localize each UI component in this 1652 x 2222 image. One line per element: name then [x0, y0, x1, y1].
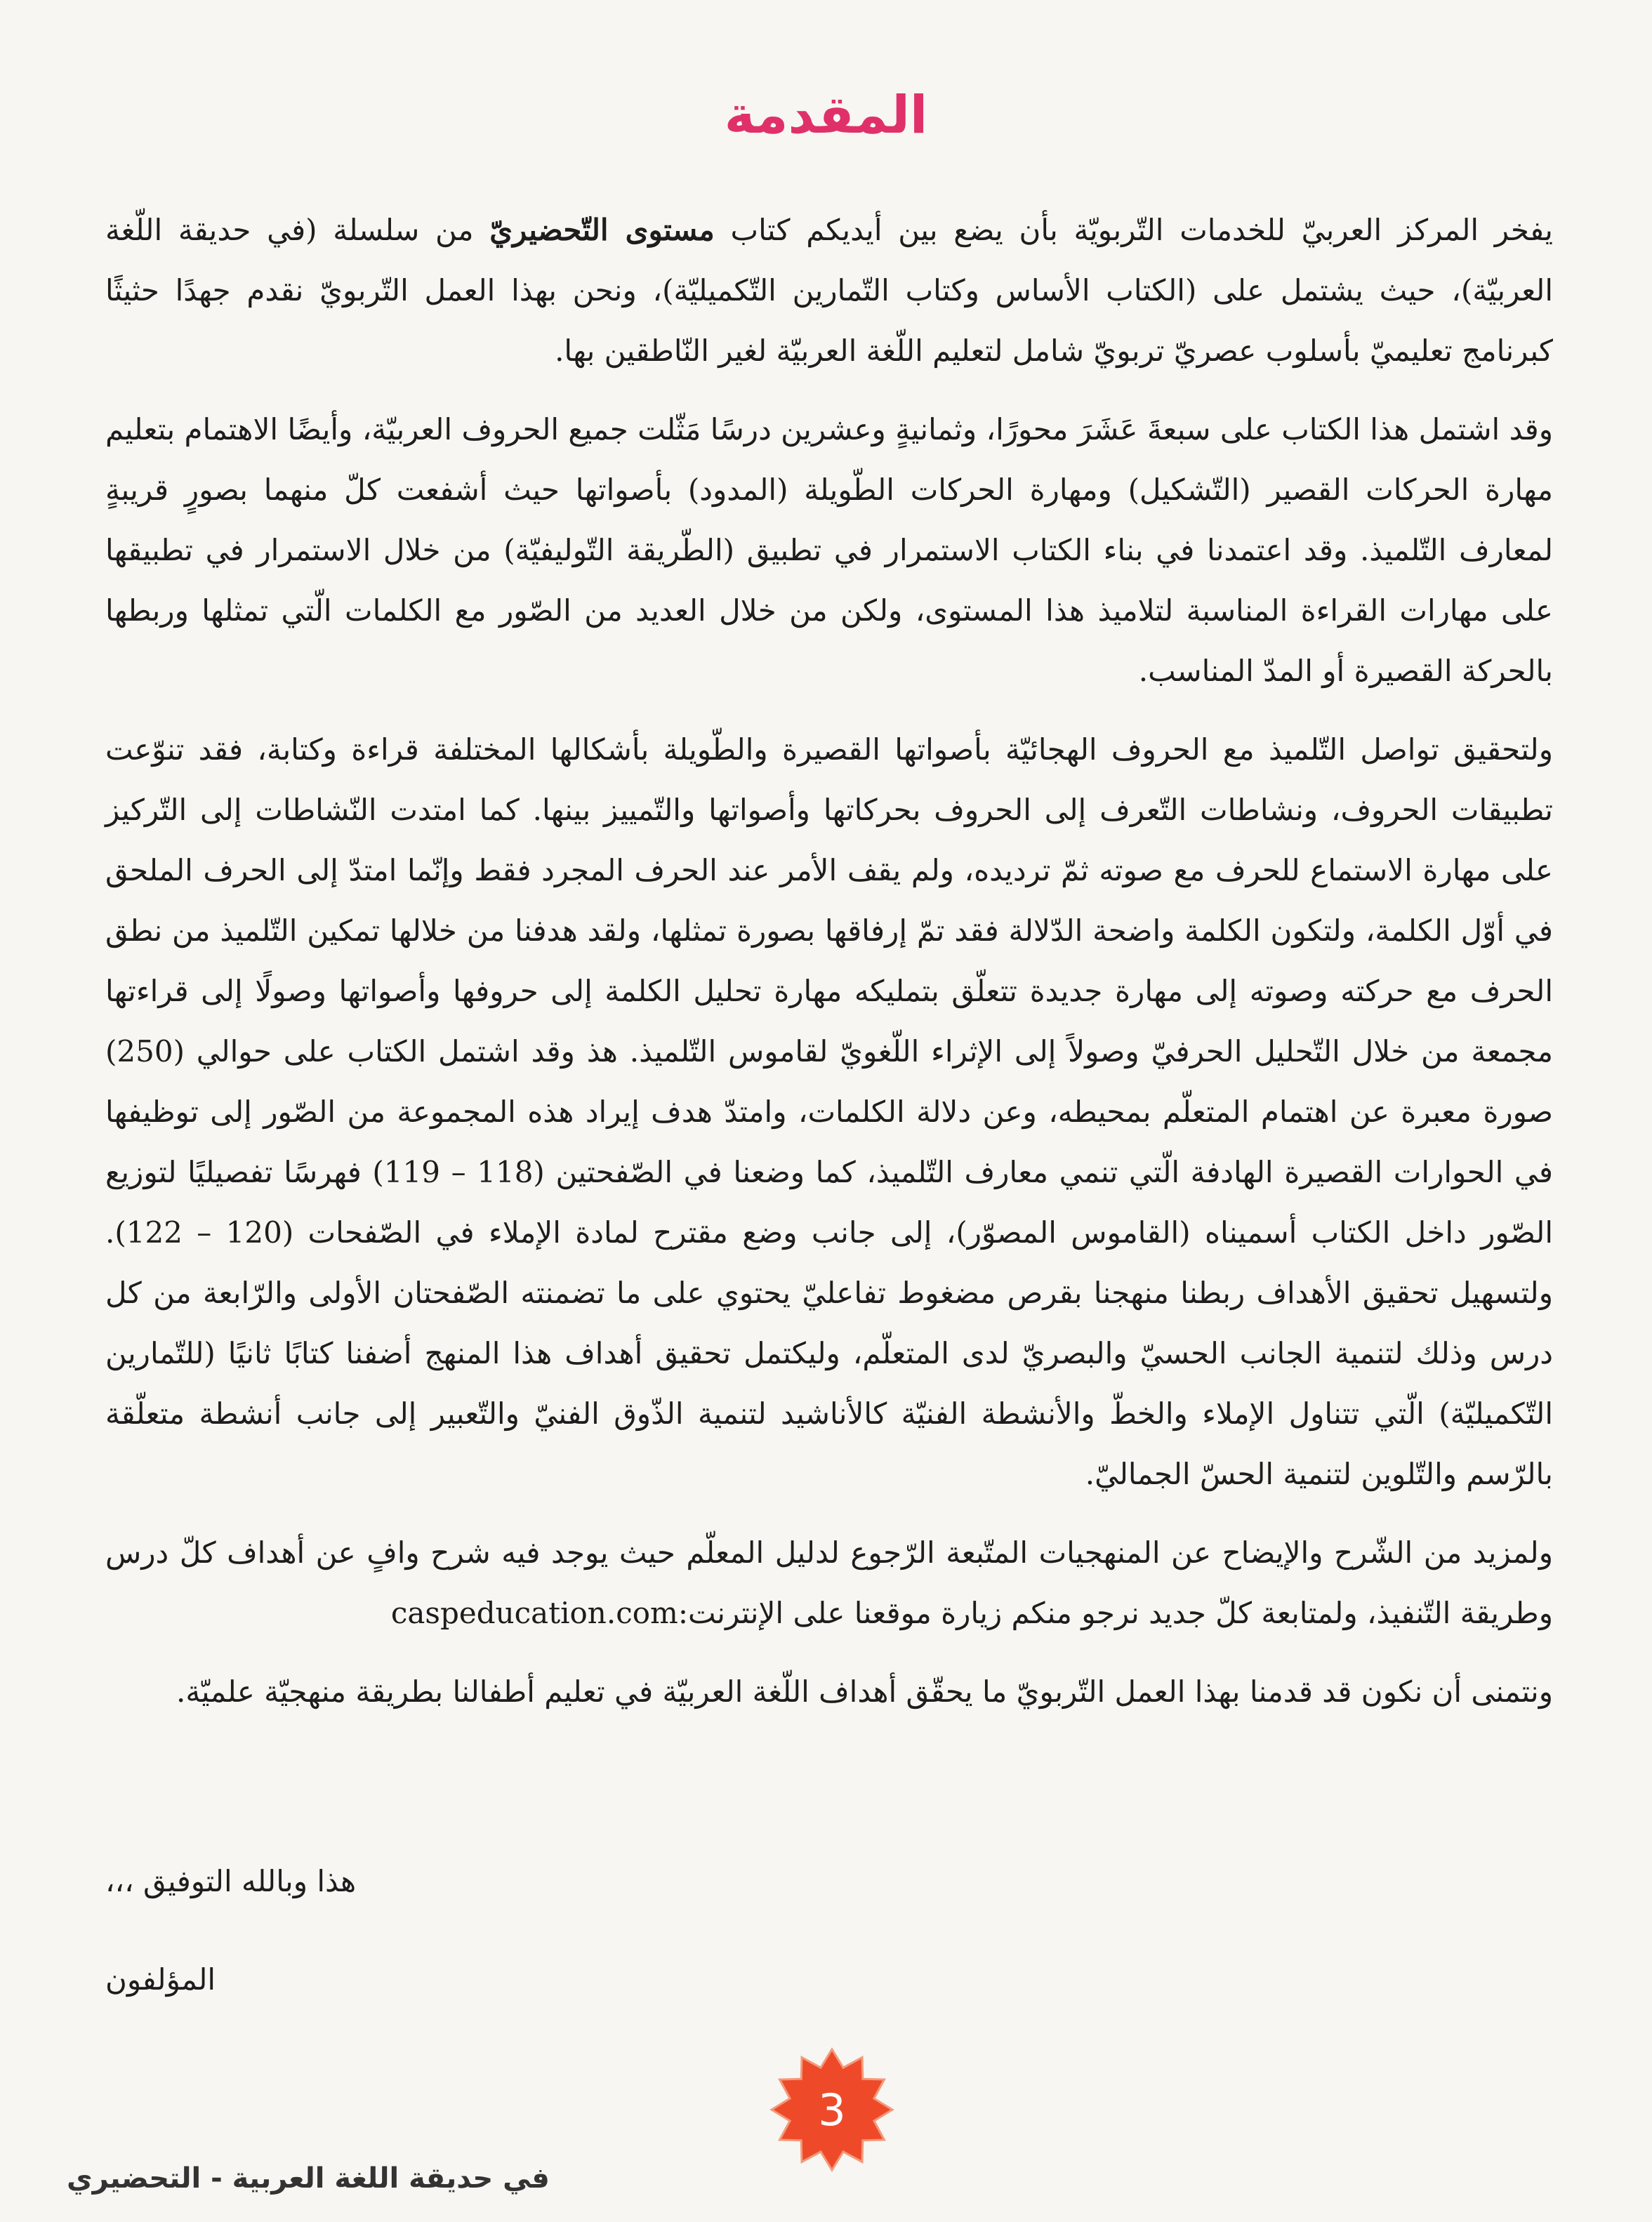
closing-line: هذا وبالله التوفيق ،،، [105, 1864, 357, 1898]
paragraph-5: ونتمنى أن نكون قد قدمنا بهذا العمل التّربويّ ما يحقّق أهداف اللّغة العربيّة في تعليم أطفالنا بطريقة منهجيّة علميّة. [176, 1674, 1553, 1709]
paragraph-1 [105, 200, 1553, 381]
page-number: 3 [818, 2084, 846, 2136]
introduction-body [105, 200, 1553, 1740]
level-name: مستوى التّحضيريّ [489, 213, 715, 247]
paragraph-2: وقد اشتمل هذا الكتاب على سبعةَ عَشَرَ محورًا، وثمانيةٍ وعشرين درسًا مَثّلت جميع الحروف العربيّة، وأيضًا الاهتمام بتعليم مهارة الحركات القصير (التّشكيل) ومهارة الحركات الطّويلة (المدود) بأصواتها حيث أشفعت كلّ منهما بصورٍ قريبةٍ لمعارف التّلميذ. وقد اعتمدنا في بناء الكتاب الاستمرار في تطبيق (الطّريقة التّوليفيّة) من خلال الاستمرار في تطبيقها على مهارات القراءة المناسبة لتلاميذ هذا المستوى، ولكن من خلال العديد من الصّور مع الكلمات الّتي تمثلها وربطها بالحركة القصيرة أو المدّ المناسب. [105, 412, 1553, 688]
paragraph-4 [105, 1523, 1553, 1644]
paragraph-1-end: من سلسلة (في حديقة اللّغة العربيّة)، حيث يشتمل على (الكتاب الأساس وكتاب التّمارين التّكميليّة)، ونحن بهذا العمل التّربويّ نقدم جهدًا حثيثًا كبرنامج تعليميّ بأسلوب عصريّ تربويّ شامل لتعليم اللّغة العربيّة لغير النّاطقين بها. [105, 213, 1553, 368]
paragraph-4-text: ولمزيد من الشّرح والإيضاح عن المنهجيات المتّبعة الرّجوع لدليل المعلّم حيث يوجد فيه شرح وافٍ عن أهداف كلّ درس وطريقة التّنفيذ، ولمتابعة كلّ جديد نرجو منكم زيارة موقعنا على الإنترنت: [105, 1535, 1553, 1630]
website-link[interactable]: caspeducation.com [390, 1596, 678, 1630]
paragraph-3: ولتحقيق تواصل التّلميذ مع الحروف الهجائيّة بأصواتها القصيرة والطّويلة بأشكالها المختلفة قراءة وكتابة، فقد تنوّعت تطبيقات الحروف، ونشاطات التّعرف إلى الحروف بحركاتها وأصواتها والتّمييز بينها. كما امتدت النّشاطات إلى التّركيز على مهارة الاستماع للحرف مع صوته ثمّ ترديده، ولم يقف الأمر عند الحرف المجرد فقط وإنّما امتدّ إلى الحرف الملحق في أوّل الكلمة، ولتكون الكلمة واضحة الدّلالة فقد تمّ إرفاقها بصورة تمثلها، ولقد هدفنا من خلالها تمكين التّلميذ من نطق الحرف مع حركته وصوته إلى مهارة جديدة تتعلّق بتمليكه مهارة تحليل الكلمة إلى حروفها وأصواتها وصولًا إلى قراءتها مجمعة من خلال التّحليل الحرفيّ وصولاً إلى الإثراء اللّغويّ لقاموس التّلميذ. هذ وقد اشتمل الكتاب على حوالي (250) صورة معبرة عن اهتمام المتعلّم بمحيطه، وعن دلالة الكلمات، وامتدّ هدف إيراد هذه المجموعة من الصّور إلى توظيفها في الحوارات القصيرة الهادفة الّتي تنمي معارف التّلميذ، كما وضعنا في الصّفحتين (118 – 119) فهرسًا تفصيليًا لتوزيع الصّور داخل الكتاب أسميناه (القاموس المصوّر)، إلى جانب وضع مقترح لمادة الإملاء في الصّفحات (120 – 122). ولتسهيل تحقيق الأهداف ربطنا منهجنا بقرص مضغوط تفاعليّ يحتوي على ما تضمنته الصّفحتان الأولى والرّابعة من كل درس وذلك لتنمية الجانب الحسيّ والبصريّ لدى المتعلّم، وليكتمل تحقيق أهداف هذا المنهج أضفنا كتابًا ثانيًا (للتّمارين التّكميليّة) الّتي تتناول الإملاء والخطّ والأنشطة الفنيّة كالأناشيد لتنمية الذّوق الفنيّ والتّعبير إلى جانب أنشطة متعلّقة بالرّسم والتّلوين لتنمية الحسّ الجماليّ. [105, 732, 1554, 1491]
authors-signature: المؤلفون [105, 1962, 216, 1997]
book-title-footer: في حديقة اللغة العربية - التحضيري [67, 2162, 550, 2195]
paragraph-1-start: يفخر المركز العربيّ للخدمات التّربويّة بأن يضع بين أيديكم كتاب [714, 213, 1553, 247]
page-title: المقدمة [724, 85, 928, 145]
